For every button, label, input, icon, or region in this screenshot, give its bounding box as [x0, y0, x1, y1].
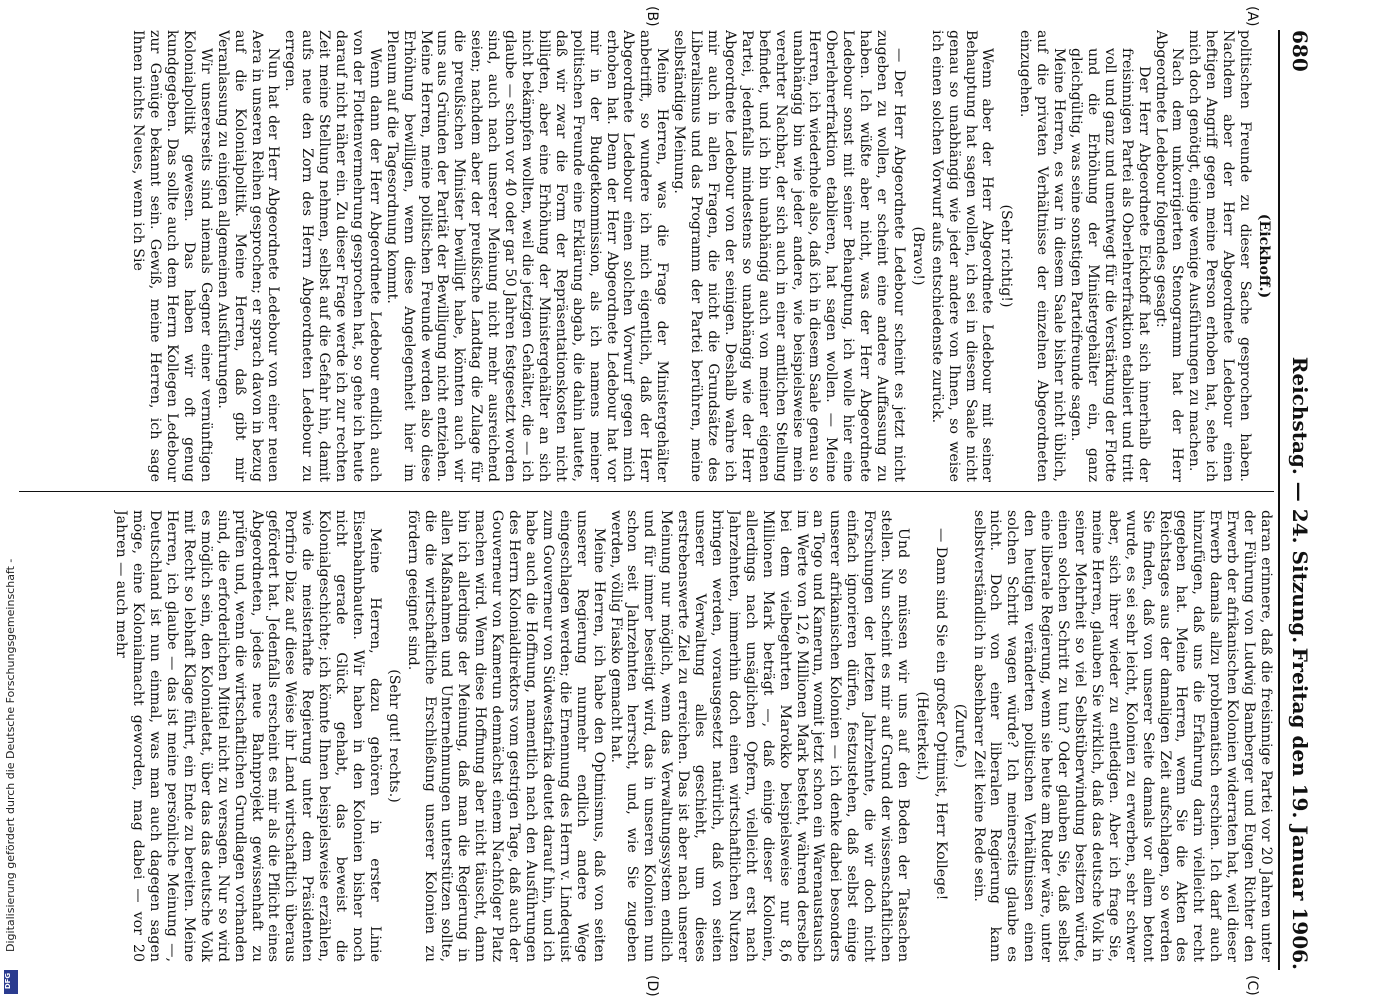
interjection: (Bravo!): [909, 226, 926, 286]
speaker-name: (Eickhoff.): [1256, 213, 1272, 299]
paragraph: daran erinnere, daß die freisinnige Partei vor 20 Jahren unter der Führung von Ludwig Bamberger und Eugen Richter den Erwerb der afrikanischen Kolonien widerraten hat, weil dieser Erwerb damals allzu problematisch erschien. Ich darf auch hinzufügen, daß uns die Erfahrung darin vielleicht recht gegeben hat. Meine Herren, wenn Sie die Akten des Reichstages aus der damaligen Zeit aufschlagen, so werden Sie finden, daß von unserer Seite damals vor allem betont wurde, es sei sehr leicht, Kolonien zu erwerben, sehr schwer aber, sich ihrer wieder zu entledigen. Aber ich frage Sie, meine Herren, glauben Sie wirklich, daß das deutsche Volk in seiner Mehrheit so viel Selbstüberwindung besitzen würde, einen solchen Schritt zu tun? Oder glauben Sie, daß selbst eine liberale Regierung, wenn sie heute am Ruder wäre, unter den heutigen veränderten politischen Verhältnissen einen solchen Schritt wagen würde? Ich meinerseits glaube es nicht. Doch von einer liberalen Regierung kann selbstverständlich in absehbarer Zeit keine Rede sein.: [970, 510, 1274, 962]
interjection: (Sehr gut! rechts.): [385, 669, 402, 803]
paragraph: Und so müssen wir uns auf den Boden der Tatsachen stellen. Nun scheint es mir auf Grund der wissenschaftlichen Forschungen der letzten Jahrzehnte, die wir doch nicht einfach ignorieren dürfen, festzustehen, daß selbst einige unserer afrikanischen Kolonien — ich denke dabei besonders an Togo und Kamerun, womit jetzt schon ein Warenaustausch im Werte von 12,6 Millionen Mark besteht, während derselbe bei dem vielbegehrten Marokko beispielsweise nur 8,6 Millionen Mark beträgt —, daß einige dieser Kolonien, allerdings nach unsäglichen Opfern, vielleicht erst nach Jahrzehnten, immerhin doch einen wirtschaftlichen Nutzen bringen werden, vorausgesetzt natürlich, daß von seiten unserer Verwaltung alles geschieht, um dieses erstrebenswerte Ziel zu erreichen. Das ist aber nach unserer Meinung nur möglich, wenn das Verwaltungssystem endlich und für immer beseitigt wird, das in unseren Kolonien nun schon seit Jahrzehnten herrscht, und, wie Sie zugeben werden, völlig Fiasko gemacht hat.: [607, 510, 911, 962]
margin-marker-d: (D): [644, 975, 660, 997]
paragraph: Wenn dann der Herr Abgeordnete Ledebour endlich auch von der Flottenvermehrung gesprochen hat, so gehe ich heute darauf nicht näher ein. Zu dieser Frage werde ich zur rechten Zeit meine Stellung nehmen, selbst auf die Gefahr hin, damit aufs neue den Zorn des Herrn Abgeordneten Ledebour zu erregen.: [282, 30, 383, 482]
digitization-footer: [4, 6, 20, 996]
column-divider: [19, 491, 1274, 492]
dfg-logo: DFG: [4, 970, 18, 994]
margin-marker-c: (C): [1244, 975, 1260, 996]
paragraph: Wir unsererseits sind niemals Gegner einer vernünftigen Kolonialpolitik gewesen. Das haben wir oft genug kundgegeben. Das sollte auch dem Herrn Kollegen Ledebour zur Genüge bekannt sein. Gewiß, meine Herren, ich sage Ihnen nichts Neues, wenn ich Sie: [130, 30, 214, 482]
left-column: [24, 30, 1274, 482]
interjection: (Zurufe.): [951, 703, 968, 769]
session-date: Freitag den 19. Januar 1906.: [1288, 647, 1312, 970]
page-header: [1284, 30, 1312, 970]
header-rule: [1278, 30, 1280, 970]
margin-marker-a: (A): [1244, 6, 1260, 27]
paragraph: Meine Herren, dazu gehören in erster Linie Eisenbahnbauten. Wir haben in den Kolonien bisher noch nicht gerade Glück gehabt, das beweist die Kolonialgeschichte; ich könnte Ihnen beispielsweise erzählen, wie die meisterhafte Regierung unter dem Präsidenten Porfirio Diaz auf diese Weise ihr Land wirtschaftlich überaus gefördert hat. Jedenfalls erscheint es mir als die Pflicht eines Abgeordneten, jedes neue Bahnprojekt gewissenhaft zu prüfen und, wenn die wirtschaftlichen Grundlagen vorhanden sind, die erforderlichen Mittel nicht zu versagen. Nur so wird es möglich sein, den Kolonialetat, über das das deutsche Volk mit Recht so lebhaft Klage führt, ein Ende zu bereiten. Meine Herren, ich glaube — das ist meine persönliche Meinung —, Deutschland ist nun einmal, was man auch dagegen sagen möge, eine Kolonialmacht geworden, mag dabei — vor 20 Jahren — auch mehr: [113, 510, 383, 962]
page-number: 680: [1288, 30, 1312, 72]
running-title: Reichstag. — 24. Sitzung.: [1288, 356, 1312, 644]
paragraph: Meine Herren, was die Frage der Ministergehälter anbetrifft, so wundere ich mich eigentlich, daß der Herr Abgeordnete Ledebour einen solchen Vorwurf gegen mich erhoben hat. Denn der Herr Abgeordnete Ledebour hat vor mir in der Budgetkommission, als ich namens meiner politischen Freunde eine Erklärung abgab, die dahin lautete, daß wir zwar die Form der Repräsentationskosten nicht billigten, aber eine Erhöhung der Ministergehälter an sich nicht bekämpfen wollten, weil die jetzigen Gehälter, die — ich glaube — schon vor 40 oder gar 50 Jahren festgesetzt worden sind, auch nach unserer Meinung nicht mehr ausreichend seien; nachdem aber der preußische Landtag die Zulage für die preußischen Minister bewilligt habe, könnten auch wir uns aus Gründen der Parität der Bewilligung nicht entziehen. Meine Herren, meine politischen Freunde werden also diese Erhöhung bewilligen, wenn diese Angelegenheit hier im Plenum auf die Tagesordnung kommt.: [383, 30, 671, 482]
paragraph: Nach dem unkorrigierten Stenogramm hat der Herr Abgeordnete Ledebour folgendes gesagt:: [1152, 30, 1186, 482]
paragraph: politischen Freunde zu dieser Sache gesprochen haben. Nachdem aber der Herr Abgeordnete Ledebour einen heftigen Angriff gegen meine Person erhoben hat, sehe ich mich doch genötigt, einige wenige Ausführungen zu machen.: [1186, 30, 1254, 482]
right-column: [24, 510, 1274, 962]
digitization-credit: Digitalisierung gefördert durch die Deutsche Forschungsgemeinschaft -: [4, 558, 17, 952]
paragraph: Meine Herren, es war in diesem Saale bisher nicht üblich, auf die privaten Verhältnisse der einzelnen Abgeordneten einzugehen.: [1017, 30, 1068, 482]
paragraph: Wenn aber der Herr Abgeordnete Ledebour mit seiner Behauptung hat sagen wollen, ich sei in diesem Saale nicht genau so unabhängig wie jeder andere von Ihnen, so weise ich einen solchen Vorwurf aufs entschiedenste zurück.: [928, 30, 996, 482]
paragraph: — Der Herr Abgeordnete Ledebour scheint es jetzt nicht zugeben zu wollen, er scheint eine andere Auffassung zu haben. Ich wüßte aber nicht, was der Herr Abgeordnete Ledebour sonst mit seiner Behauptung, ich wolle hier eine Oberlehrerfraktion etablieren, hat sagen wollen. — Meine Herren, ich wiederhole also, daß ich in diesem Saale genau so unabhängig bin wie jeder andere, wie beispielsweise mein verehrter Nachbar, der sich auch in einer amtlichen Stellung befindet, und ich bin unabhängig auch von meiner eigenen Partei, jedenfalls mindestens so unabhängig wie der Herr Abgeordnete Ledebour von der seinigen. Deshalb wahre ich mir auch in allen Fragen, die nicht die Grundsätze des Liberalismus und das Programm der Partei berühren, meine selbständige Meinung.: [671, 30, 907, 482]
margin-marker-b: (B): [644, 6, 660, 27]
interjection: (Heiterkeit.): [913, 691, 930, 781]
paragraph: Meine Herren, ich habe den Optimismus, daß von seiten unserer Regierung nunmehr endlich andere Wege eingeschlagen werden; die Ernennung des Herrn v. Lindequist zum Gouverneur von Südwestafrika deutet darauf hin, und ich habe auch die Hoffnung, namentlich nach den Ausführungen des Herrn Kolonialdirektors vom gestrigen Tage, daß auch der Gouverneur von Kamerun demnächst einem Nachfolger Platz machen wird. Wenn diese Hoffnung aber nicht täuscht, dann bin ich allerdings der Meinung, daß man die Regierung in allen Maßnahmen und Unternehmungen unterstützen sollte, die die wirtschaftliche Erschließung unserer Kolonien zu fördern geeignet sind.: [404, 510, 607, 962]
paragraph: Nun hat der Herr Abgeordnete Ledebour von einer neuen Aera in unseren Reihen gesprochen; er sprach davon in bezug auf die Kolonialpolitik. Meine Herren, daß gibt mir Veranlassung zu einigen allgemeinen Ausführungen.: [214, 30, 282, 482]
interjection: (Sehr richtig!): [998, 204, 1015, 308]
quoted-paragraph: Der Herr Abgeordnete Eickhoff hat sich innerhalb der freisinnigen Partei als Oberlehrerfraktion etabliert und tritt voll und ganz und unentwegt für die Verstärkung der Flotte und die Erhöhung der Ministergehälter ein, ganz gleichgültig, was seine sonstigen Parteifreunde sagen.: [1068, 48, 1152, 482]
paragraph: — Dann sind Sie ein großer Optimist, Herr Kollege!: [932, 528, 949, 901]
